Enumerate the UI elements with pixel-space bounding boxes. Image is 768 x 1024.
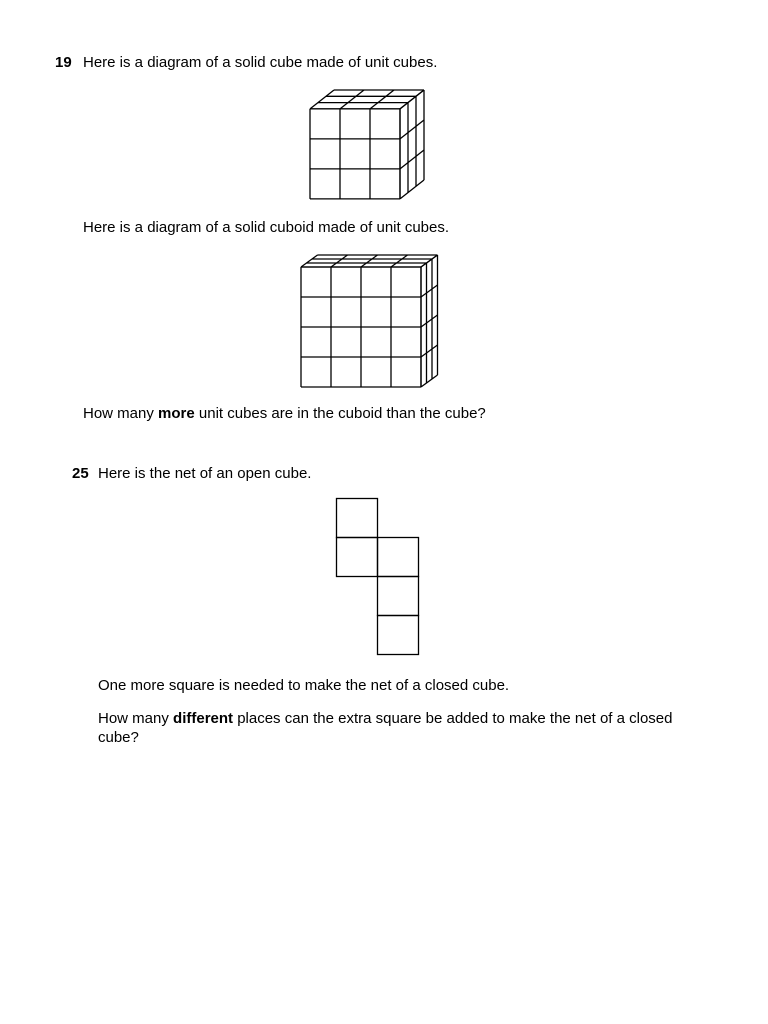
q25-statement: One more square is needed to make the net of a closed cube. (98, 677, 510, 694)
q19-question-pre: How many (83, 405, 159, 422)
net-square-top-left (337, 499, 378, 538)
q25-question-pre: How many (98, 710, 174, 727)
diagram-edge (400, 150, 424, 169)
diagram-edge (421, 315, 438, 327)
cuboid-diagram (290, 250, 460, 390)
q25-intro-text: Here is the net of an open cube. (98, 465, 312, 482)
net-square-lower-right (378, 577, 419, 616)
net-square-middle-right (378, 538, 419, 577)
q19-cuboid-intro: Here is a diagram of a solid cuboid made of unit cubes. (83, 219, 450, 236)
question-number-19: 19 (55, 54, 72, 71)
q25-intro-line (72, 464, 311, 483)
diagram-edge (400, 90, 424, 109)
diagram-edge (370, 90, 394, 109)
q25-question-emphasis: different (173, 710, 234, 727)
diagram-edge (400, 180, 424, 199)
q19-question-post: unit cubes are in the cuboid than the cube? (194, 405, 486, 422)
q19-question-emphasis: more (158, 405, 195, 422)
diagram-edge (421, 285, 438, 297)
q19-question (83, 404, 486, 423)
open-cube-net (336, 498, 420, 658)
diagram-edge (331, 255, 348, 267)
diagram-edge (391, 255, 408, 267)
diagram-edge (301, 255, 318, 267)
q25-question-post: places can the extra square be added to make the net of a closed cube? (98, 710, 673, 746)
q25-question (98, 709, 698, 747)
diagram-edge (340, 90, 364, 109)
net-square-middle-left (337, 538, 378, 577)
diagram-edge (400, 120, 424, 139)
question-number-25: 25 (72, 465, 89, 482)
diagram-edge (421, 255, 438, 267)
q19-intro-line (55, 53, 437, 72)
diagram-edge (361, 255, 378, 267)
diagram-edge (310, 90, 334, 109)
cube-diagram (300, 85, 450, 205)
net-square-bottom-right (378, 616, 419, 655)
diagram-edge (421, 375, 438, 387)
q19-intro-text: Here is a diagram of a solid cube made of unit cubes. (83, 54, 438, 71)
diagram-edge (421, 345, 438, 357)
